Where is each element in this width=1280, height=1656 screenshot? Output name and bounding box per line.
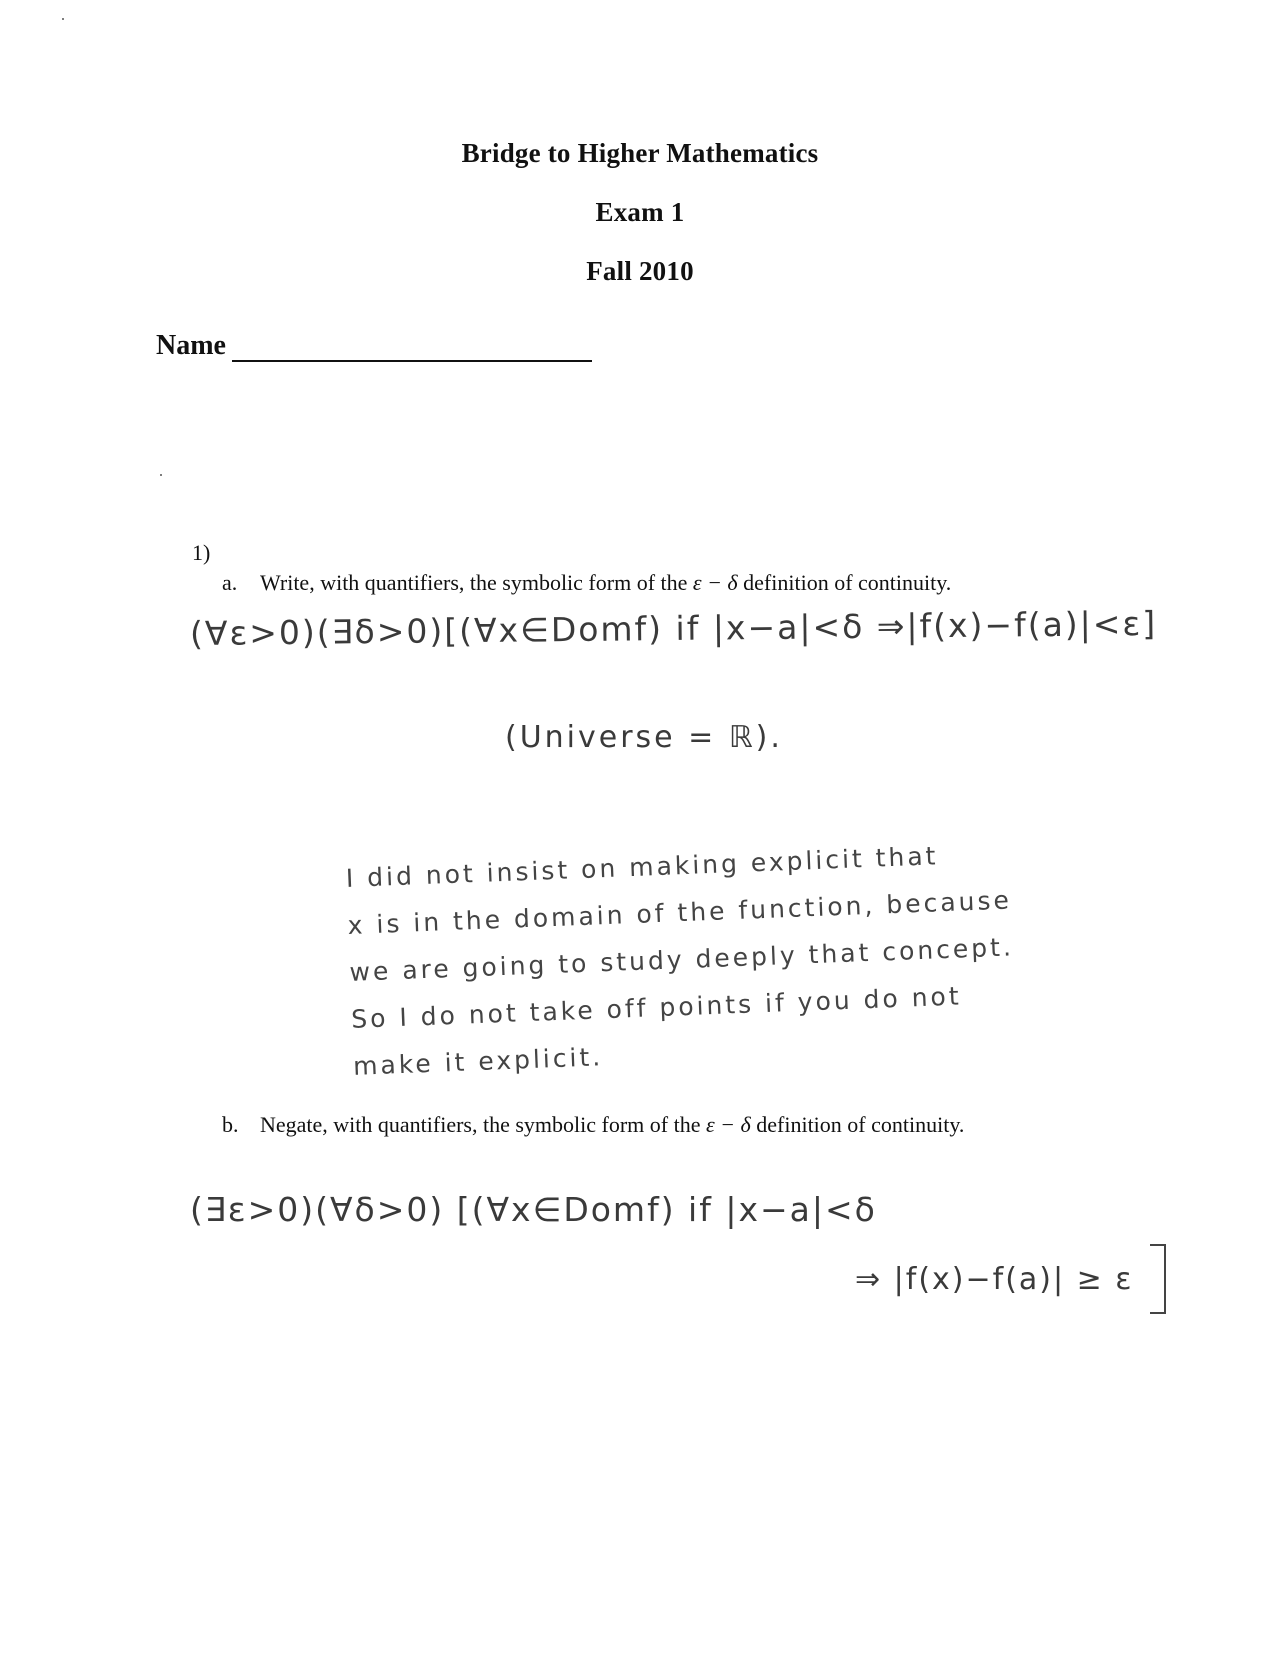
question-part-b: [222, 1112, 964, 1138]
scan-speck: [160, 474, 162, 476]
grader-note: [345, 829, 1018, 1089]
handwritten-answer-b-line1: (∃ε>0)(∀δ>0) [(∀x∈Domf) if |x−a|<δ: [190, 1190, 877, 1229]
grader-note-line: we are going to study deeply that concept.: [348, 932, 1015, 987]
name-label: Name: [156, 330, 226, 361]
handwritten-answer-a: (∀ε>0)(∃δ>0)[(∀x∈Domf) if |x−a|<δ ⇒|f(x)−f(a)|<ε]: [189, 603, 1158, 653]
part-a-text-before: Write, with quantifiers, the symbolic form of the: [260, 570, 688, 595]
exam-title: Exam 1: [595, 197, 685, 227]
grader-note-line: x is in the domain of the function, because: [347, 885, 1013, 940]
part-b-text-after: definition of continuity.: [756, 1112, 965, 1137]
part-b-label: b.: [222, 1112, 239, 1137]
name-blank-line: [232, 336, 592, 362]
handwritten-answer-b-line2: ⇒ |f(x)−f(a)| ≥ ε: [855, 1262, 1134, 1297]
grader-note-line: So I do not take off points if you do not: [350, 981, 963, 1034]
grader-note-line: I did not insist on making explicit that: [345, 841, 939, 893]
part-a-text-after: definition of continuity.: [743, 570, 952, 595]
term-title: Fall 2010: [586, 256, 694, 286]
name-field: [156, 330, 592, 362]
part-a-label: a.: [222, 570, 238, 595]
handwritten-universe: (Universe = ℝ).: [505, 720, 783, 755]
grader-note-line: make it explicit.: [352, 1042, 604, 1081]
part-a-symbol: ε − δ: [692, 570, 738, 595]
question-part-a: [222, 570, 951, 596]
scan-speck: [62, 18, 64, 20]
closing-bracket: [1150, 1244, 1166, 1314]
question-number: 1): [192, 540, 211, 565]
part-b-text-before: Negate, with quantifiers, the symbolic form of the: [260, 1112, 701, 1137]
course-title: Bridge to Higher Mathematics: [461, 138, 819, 168]
part-b-symbol: ε − δ: [706, 1112, 751, 1137]
